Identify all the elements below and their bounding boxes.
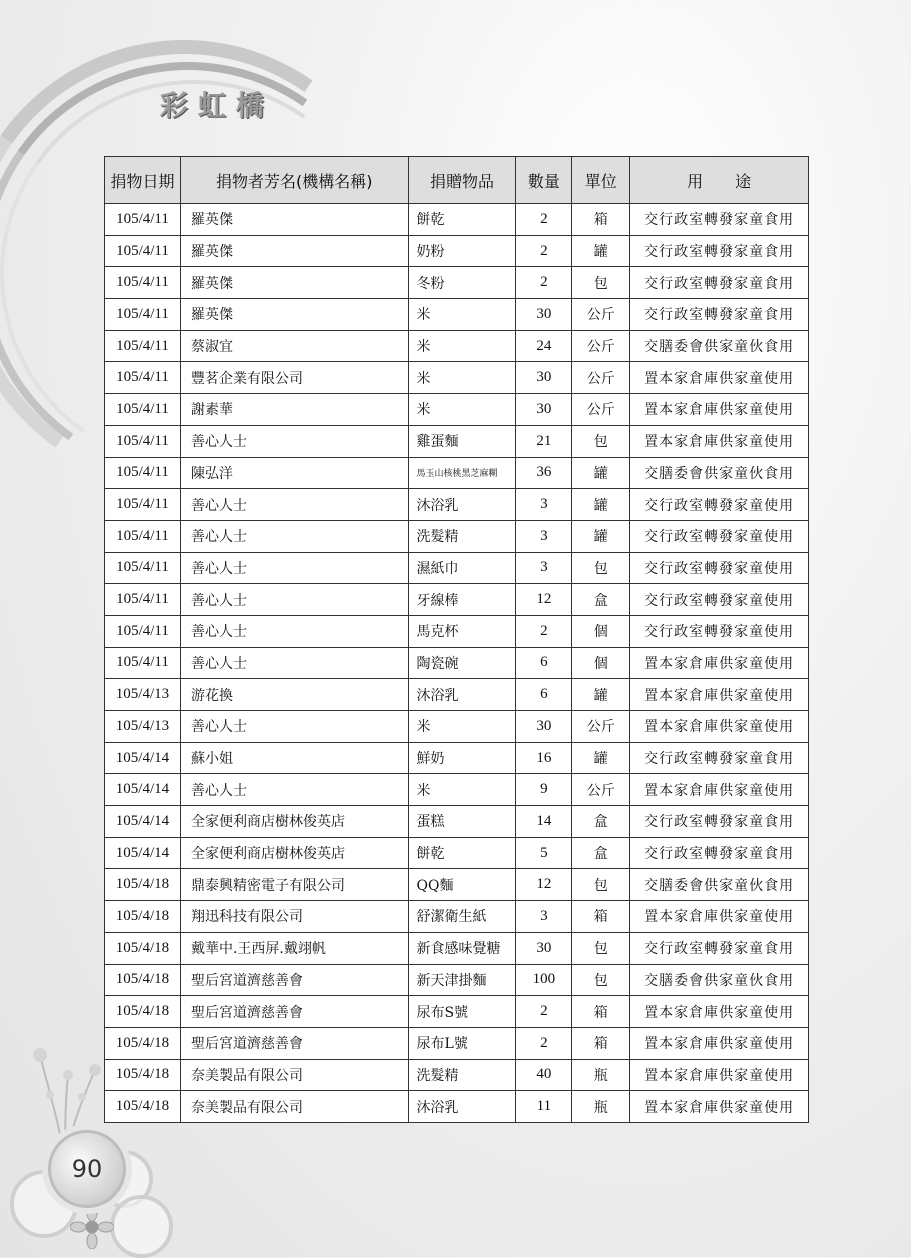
- cell-quantity: 40: [516, 1059, 572, 1091]
- cell-usage: 交行政室轉發家童食用: [630, 837, 809, 869]
- cell-quantity: 3: [516, 520, 572, 552]
- cell-unit: 包: [572, 869, 630, 901]
- cell-unit: 盒: [572, 837, 630, 869]
- cell-usage: 交行政室轉發家童食用: [630, 235, 809, 267]
- cell-item: 馬玉山核桃黑芝麻糊: [408, 457, 516, 489]
- cell-date: 105/4/18: [105, 996, 181, 1028]
- cell-usage: 交行政室轉發家童食用: [630, 299, 809, 331]
- cell-donor: 善心人士: [180, 425, 408, 457]
- table-row: [105, 204, 809, 236]
- cell-unit: 盒: [572, 806, 630, 838]
- cell-donor: 羅英傑: [180, 204, 408, 236]
- cell-donor: 善心人士: [180, 552, 408, 584]
- cell-unit: 個: [572, 647, 630, 679]
- table-row: [105, 330, 809, 362]
- cell-donor: 善心人士: [180, 615, 408, 647]
- cell-quantity: 3: [516, 901, 572, 933]
- cell-date: 105/4/11: [105, 489, 181, 521]
- page-number-badge: [48, 1130, 126, 1208]
- cell-donor: 豐茗企業有限公司: [180, 362, 408, 394]
- cell-date: 105/4/18: [105, 1091, 181, 1123]
- cell-donor: 善心人士: [180, 647, 408, 679]
- cell-donor: 全家便利商店樹林俊英店: [180, 837, 408, 869]
- cell-usage: 交膳委會供家童伙食用: [630, 330, 809, 362]
- decorative-circle: [110, 1195, 173, 1258]
- donation-table: [104, 156, 809, 1123]
- cell-donor: 奈美製品有限公司: [180, 1091, 408, 1123]
- header-date: 捐物日期: [105, 157, 181, 204]
- cell-date: 105/4/18: [105, 1027, 181, 1059]
- cell-unit: 箱: [572, 1027, 630, 1059]
- cell-item: 沐浴乳: [408, 489, 516, 521]
- cell-unit: 公斤: [572, 362, 630, 394]
- cell-quantity: 2: [516, 615, 572, 647]
- cell-usage: 交膳委會供家童伙食用: [630, 869, 809, 901]
- cell-donor: 善心人士: [180, 489, 408, 521]
- cell-item: 舒潔衛生紙: [408, 901, 516, 933]
- cell-item: 尿布L號: [408, 1027, 516, 1059]
- cell-date: 105/4/18: [105, 932, 181, 964]
- cell-donor: 善心人士: [180, 584, 408, 616]
- cell-date: 105/4/14: [105, 806, 181, 838]
- cell-usage: 置本家倉庫供家童使用: [630, 647, 809, 679]
- header-unit: 單位: [572, 157, 630, 204]
- cell-item: 濕紙巾: [408, 552, 516, 584]
- table-row: [105, 869, 809, 901]
- cell-unit: 罐: [572, 235, 630, 267]
- cell-date: 105/4/11: [105, 362, 181, 394]
- table-row: [105, 584, 809, 616]
- cell-usage: 交行政室轉發家童食用: [630, 267, 809, 299]
- cell-unit: 箱: [572, 901, 630, 933]
- cell-usage: 置本家倉庫供家童使用: [630, 901, 809, 933]
- header-donor: 捐物者芳名(機構名稱): [180, 157, 408, 204]
- cell-quantity: 9: [516, 774, 572, 806]
- cell-usage: 置本家倉庫供家童使用: [630, 1059, 809, 1091]
- cell-item: 奶粉: [408, 235, 516, 267]
- cell-unit: 罐: [572, 457, 630, 489]
- table-row: [105, 299, 809, 331]
- cell-quantity: 6: [516, 647, 572, 679]
- table-row: [105, 742, 809, 774]
- cell-usage: 置本家倉庫供家童使用: [630, 711, 809, 743]
- cell-usage: 置本家倉庫供家童使用: [630, 1027, 809, 1059]
- header-item: 捐贈物品: [408, 157, 516, 204]
- cell-date: 105/4/11: [105, 235, 181, 267]
- cell-quantity: 30: [516, 362, 572, 394]
- cell-unit: 包: [572, 552, 630, 584]
- cell-unit: 箱: [572, 996, 630, 1028]
- cell-item: 沐浴乳: [408, 679, 516, 711]
- cell-date: 105/4/11: [105, 552, 181, 584]
- cell-quantity: 12: [516, 869, 572, 901]
- cell-item: 尿布S號: [408, 996, 516, 1028]
- cell-item: 鮮奶: [408, 742, 516, 774]
- cell-date: 105/4/14: [105, 774, 181, 806]
- table-row: [105, 1059, 809, 1091]
- table-row: [105, 679, 809, 711]
- cell-usage: 交行政室轉發家童食用: [630, 806, 809, 838]
- cell-quantity: 3: [516, 489, 572, 521]
- table-row: [105, 235, 809, 267]
- cell-usage: 交行政室轉發家童食用: [630, 742, 809, 774]
- cell-usage: 置本家倉庫供家童使用: [630, 394, 809, 426]
- cell-donor: 善心人士: [180, 711, 408, 743]
- table-row: [105, 964, 809, 996]
- cell-date: 105/4/11: [105, 457, 181, 489]
- cell-quantity: 36: [516, 457, 572, 489]
- table-row: [105, 457, 809, 489]
- cell-unit: 公斤: [572, 299, 630, 331]
- cell-donor: 善心人士: [180, 520, 408, 552]
- cell-item: 冬粉: [408, 267, 516, 299]
- cell-unit: 盒: [572, 584, 630, 616]
- cell-quantity: 2: [516, 267, 572, 299]
- cell-quantity: 16: [516, 742, 572, 774]
- cell-donor: 謝素華: [180, 394, 408, 426]
- cell-quantity: 100: [516, 964, 572, 996]
- cell-usage: 置本家倉庫供家童使用: [630, 996, 809, 1028]
- cell-unit: 罐: [572, 489, 630, 521]
- cell-date: 105/4/11: [105, 647, 181, 679]
- cell-item: 餅乾: [408, 837, 516, 869]
- cell-item: 陶瓷碗: [408, 647, 516, 679]
- cell-unit: 包: [572, 267, 630, 299]
- cell-item: 馬克杯: [408, 615, 516, 647]
- cell-unit: 箱: [572, 204, 630, 236]
- cell-date: 105/4/11: [105, 330, 181, 362]
- cell-item: 蛋糕: [408, 806, 516, 838]
- cell-quantity: 21: [516, 425, 572, 457]
- cell-donor: 聖后宮道濟慈善會: [180, 964, 408, 996]
- cell-quantity: 11: [516, 1091, 572, 1123]
- cell-item: 沐浴乳: [408, 1091, 516, 1123]
- table-row: [105, 932, 809, 964]
- cell-usage: 交行政室轉發家童使用: [630, 489, 809, 521]
- cell-donor: 蔡淑宜: [180, 330, 408, 362]
- cell-quantity: 30: [516, 932, 572, 964]
- cell-usage: 交行政室轉發家童食用: [630, 204, 809, 236]
- cell-quantity: 3: [516, 552, 572, 584]
- cell-item: 新食感味覺糖: [408, 932, 516, 964]
- table-row: [105, 806, 809, 838]
- table-row: [105, 489, 809, 521]
- cell-unit: 罐: [572, 679, 630, 711]
- cell-quantity: 2: [516, 235, 572, 267]
- cell-donor: 全家便利商店樹林俊英店: [180, 806, 408, 838]
- cell-quantity: 30: [516, 394, 572, 426]
- cell-item: 新天津掛麵: [408, 964, 516, 996]
- cell-date: 105/4/14: [105, 837, 181, 869]
- table-row: [105, 996, 809, 1028]
- cell-item: 洗髮精: [408, 1059, 516, 1091]
- cell-quantity: 2: [516, 204, 572, 236]
- cell-donor: 游花換: [180, 679, 408, 711]
- cell-unit: 公斤: [572, 711, 630, 743]
- table-row: [105, 711, 809, 743]
- table-row: [105, 774, 809, 806]
- cell-quantity: 14: [516, 806, 572, 838]
- cell-donor: 善心人士: [180, 774, 408, 806]
- cell-donor: 聖后宮道濟慈善會: [180, 996, 408, 1028]
- table-row: [105, 267, 809, 299]
- cell-date: 105/4/11: [105, 267, 181, 299]
- cell-date: 105/4/18: [105, 901, 181, 933]
- cell-date: 105/4/13: [105, 711, 181, 743]
- cell-usage: 交行政室轉發家童使用: [630, 584, 809, 616]
- cell-date: 105/4/11: [105, 204, 181, 236]
- cell-date: 105/4/18: [105, 1059, 181, 1091]
- cell-unit: 公斤: [572, 394, 630, 426]
- table-row: [105, 362, 809, 394]
- cell-item: 餅乾: [408, 204, 516, 236]
- cell-date: 105/4/14: [105, 742, 181, 774]
- table-row: [105, 837, 809, 869]
- cell-date: 105/4/11: [105, 520, 181, 552]
- table-row: [105, 552, 809, 584]
- table-row: [105, 520, 809, 552]
- cell-date: 105/4/13: [105, 679, 181, 711]
- cell-donor: 戴華中.王西屏.戴翊帆: [180, 932, 408, 964]
- cell-unit: 瓶: [572, 1059, 630, 1091]
- cell-unit: 公斤: [572, 330, 630, 362]
- cell-item: 米: [408, 711, 516, 743]
- cell-donor: 羅英傑: [180, 299, 408, 331]
- cell-unit: 包: [572, 425, 630, 457]
- cell-quantity: 30: [516, 711, 572, 743]
- daisy-icon: [70, 1205, 114, 1249]
- cell-quantity: 12: [516, 584, 572, 616]
- cell-unit: 包: [572, 964, 630, 996]
- cell-donor: 羅英傑: [180, 235, 408, 267]
- cell-unit: 個: [572, 615, 630, 647]
- table-header-row: [105, 157, 809, 204]
- cell-item: 洗髮精: [408, 520, 516, 552]
- cell-item: 米: [408, 394, 516, 426]
- page-number: 90: [71, 1155, 103, 1183]
- header-usage: 用 途: [630, 157, 809, 204]
- cell-quantity: 6: [516, 679, 572, 711]
- cell-quantity: 30: [516, 299, 572, 331]
- cell-donor: 鼎泰興精密電子有限公司: [180, 869, 408, 901]
- table-body: [105, 204, 809, 1123]
- cell-quantity: 2: [516, 996, 572, 1028]
- cell-usage: 置本家倉庫供家童使用: [630, 774, 809, 806]
- cell-item: 米: [408, 774, 516, 806]
- table-row: [105, 1091, 809, 1123]
- cell-unit: 瓶: [572, 1091, 630, 1123]
- cell-donor: 翔迅科技有限公司: [180, 901, 408, 933]
- cell-usage: 交行政室轉發家童使用: [630, 520, 809, 552]
- cell-item: 米: [408, 362, 516, 394]
- page-title: 彩虹橋: [160, 89, 275, 122]
- cell-usage: 置本家倉庫供家童使用: [630, 425, 809, 457]
- cell-item: 米: [408, 330, 516, 362]
- cell-item: 牙線棒: [408, 584, 516, 616]
- cell-usage: 置本家倉庫供家童使用: [630, 1091, 809, 1123]
- cell-donor: 陳弘洋: [180, 457, 408, 489]
- table-row: [105, 615, 809, 647]
- cell-item: QQ麵: [408, 869, 516, 901]
- cell-unit: 公斤: [572, 774, 630, 806]
- cell-quantity: 2: [516, 1027, 572, 1059]
- cell-usage: 交膳委會供家童伙食用: [630, 964, 809, 996]
- cell-unit: 罐: [572, 520, 630, 552]
- cell-date: 105/4/11: [105, 425, 181, 457]
- cell-usage: 交行政室轉發家童使用: [630, 552, 809, 584]
- cell-unit: 罐: [572, 742, 630, 774]
- cell-donor: 聖后宮道濟慈善會: [180, 1027, 408, 1059]
- cell-date: 105/4/18: [105, 964, 181, 996]
- table-row: [105, 425, 809, 457]
- cell-date: 105/4/11: [105, 615, 181, 647]
- cell-date: 105/4/11: [105, 299, 181, 331]
- cell-quantity: 5: [516, 837, 572, 869]
- cell-donor: 羅英傑: [180, 267, 408, 299]
- table-row: [105, 901, 809, 933]
- cell-donor: 蘇小姐: [180, 742, 408, 774]
- cell-usage: 交行政室轉發家童食用: [630, 932, 809, 964]
- cell-date: 105/4/11: [105, 394, 181, 426]
- cell-date: 105/4/18: [105, 869, 181, 901]
- cell-usage: 交膳委會供家童伙食用: [630, 457, 809, 489]
- cell-quantity: 24: [516, 330, 572, 362]
- cell-usage: 交行政室轉發家童使用: [630, 615, 809, 647]
- cell-unit: 包: [572, 932, 630, 964]
- header-quantity: 數量: [516, 157, 572, 204]
- cell-usage: 置本家倉庫供家童使用: [630, 679, 809, 711]
- table-row: [105, 394, 809, 426]
- cell-item: 雞蛋麵: [408, 425, 516, 457]
- cell-donor: 奈美製品有限公司: [180, 1059, 408, 1091]
- cell-usage: 置本家倉庫供家童使用: [630, 362, 809, 394]
- cell-date: 105/4/11: [105, 584, 181, 616]
- table-row: [105, 1027, 809, 1059]
- table-row: [105, 647, 809, 679]
- cell-item: 米: [408, 299, 516, 331]
